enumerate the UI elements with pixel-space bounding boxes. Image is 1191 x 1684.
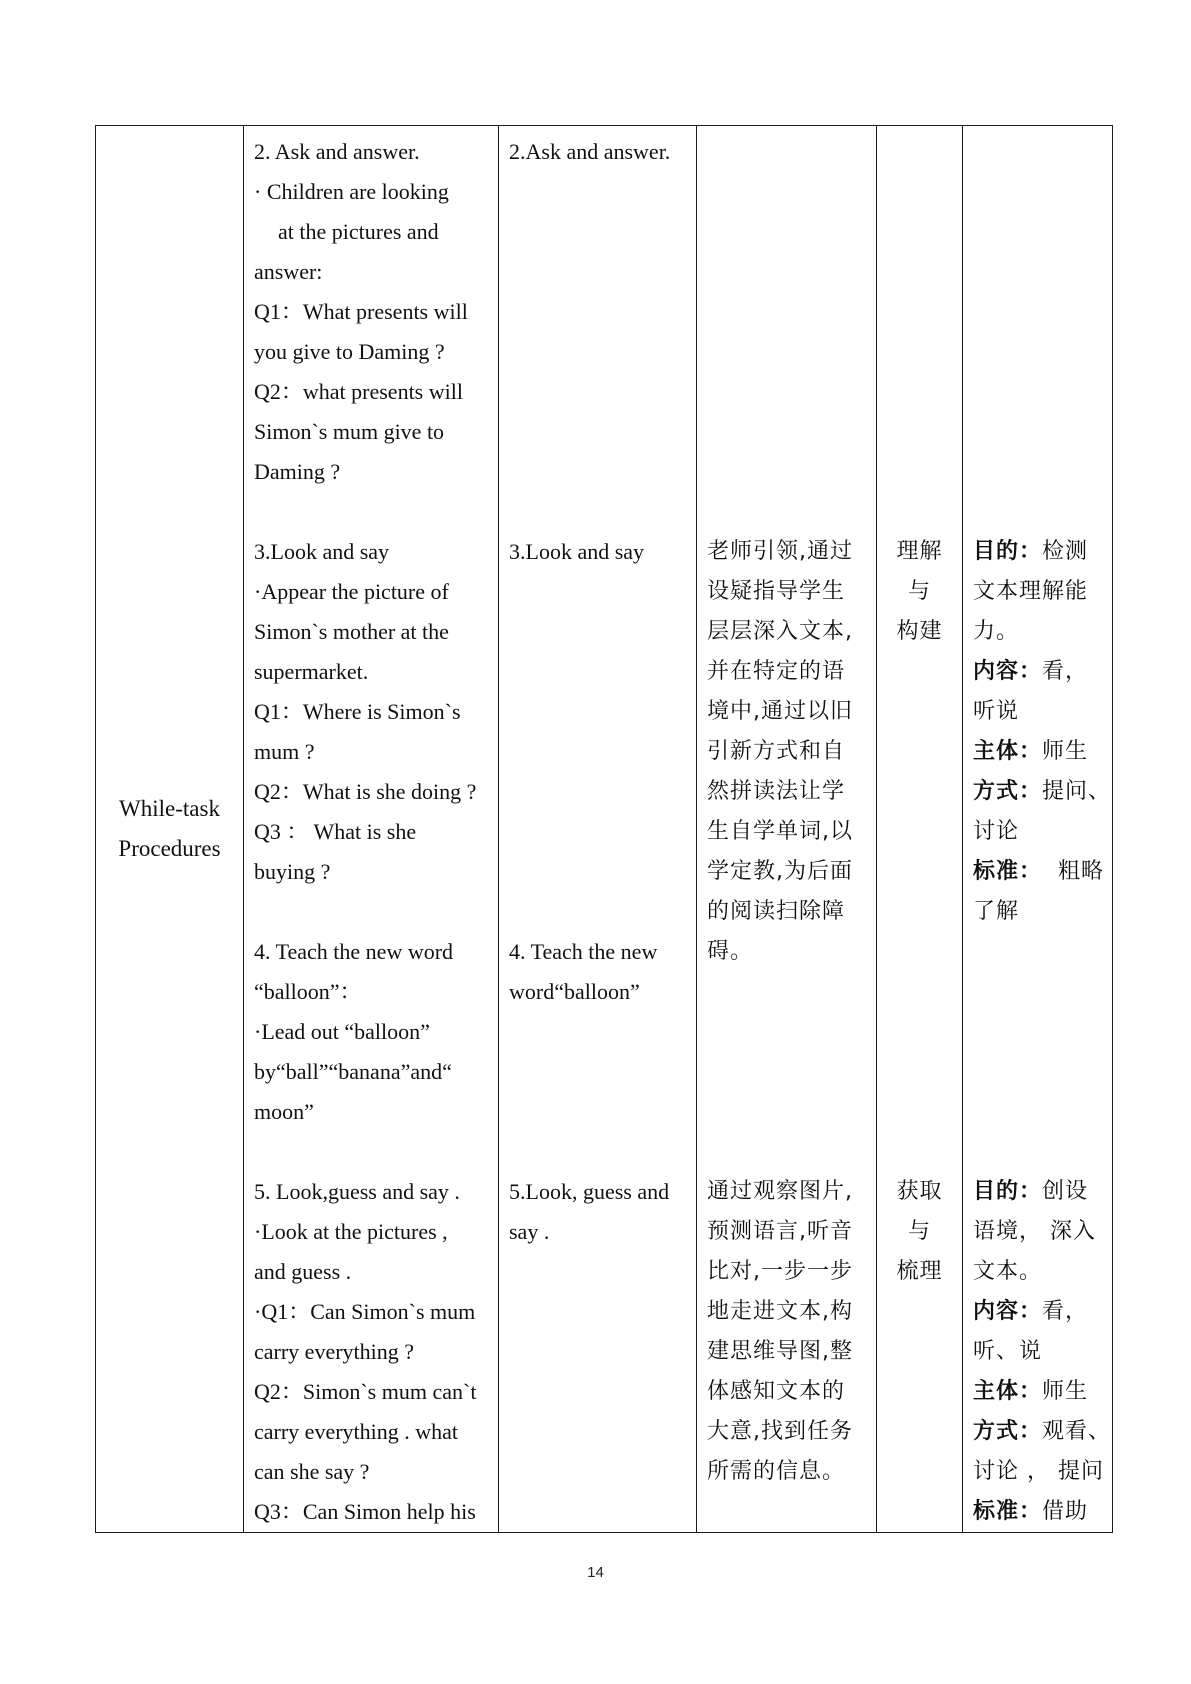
ability-cell [877, 126, 963, 1533]
text-line: 方式：提问、 [973, 779, 1112, 804]
text-line: Q1：What presents will [254, 299, 468, 324]
assessment-label: 主体： [973, 739, 1043, 764]
text-line: you give to Daming ? [254, 339, 445, 364]
text-line: moon” [254, 1099, 314, 1124]
text-line: 听说 [973, 699, 1020, 724]
text-line: 境中,通过以旧 [707, 699, 853, 724]
assessment-label: 目的： [973, 539, 1043, 564]
text-line: · Children are looking [254, 179, 449, 204]
text-line: Q3：Can Simon help his [254, 1499, 476, 1524]
text-line: by“ball”“banana”and“ [254, 1059, 452, 1084]
ability-block-5 [881, 1172, 958, 1292]
text-line: 内容：看， [973, 659, 1089, 684]
text-line: 力。 [973, 619, 1020, 644]
assessment-label: 标准： [973, 859, 1043, 884]
text-line: 文本。 [973, 1259, 1043, 1284]
text-line: 3.Look and say [509, 539, 645, 564]
text-line: 层层深入文本, [707, 619, 853, 644]
text-line: 与 [907, 579, 931, 604]
text-line: 比对,一步一步 [707, 1259, 853, 1284]
text-line: 建思维导图,整 [707, 1339, 853, 1364]
text-line: ·Q1：Can Simon`s mum [254, 1299, 476, 1324]
text-line: supermarket. [254, 659, 369, 684]
stage-label-line1: While-task [119, 796, 220, 821]
assessment-label: 标准： [973, 1499, 1043, 1524]
text-line: Q2：what presents will [254, 379, 463, 404]
text-line: at the pictures and [278, 219, 439, 244]
text-line: 方式：观看、 [973, 1419, 1112, 1444]
assessment-cell [963, 126, 1113, 1533]
text-line: Simon`s mother at the [254, 619, 449, 644]
text-line: 体感知文本的 [707, 1379, 846, 1404]
text-line: ·Appear the picture of [254, 579, 449, 604]
text-line: 目的：创设 [973, 1179, 1089, 1204]
text-line: ·Lead out “balloon” [254, 1019, 430, 1044]
teacher-block-3 [254, 532, 490, 892]
text-line: 听、说 [973, 1339, 1043, 1364]
student-block-3 [509, 532, 688, 572]
text-line: 老师引领,通过 [707, 539, 853, 564]
text-line: 梳理 [896, 1259, 943, 1284]
text-line: 标准： 粗略 [973, 859, 1105, 884]
text-line: can she say ? [254, 1459, 370, 1484]
student-activities-cell [499, 126, 697, 1533]
student-block-5 [509, 1172, 688, 1252]
text-line: 目的：检测 [973, 539, 1089, 564]
text-line: Q2：Simon`s mum can`t [254, 1379, 477, 1404]
text-line: 大意,找到任务 [707, 1419, 853, 1444]
text-line: Q3 ： What is she [254, 819, 417, 844]
text-line: 构建 [896, 619, 943, 644]
assessment-block-5 [973, 1172, 1112, 1532]
text-line: 并在特定的语 [707, 659, 846, 684]
text-line: 4. Teach the new [509, 939, 658, 964]
table-row [96, 126, 1113, 1533]
text-line: 5.Look, guess and [509, 1179, 670, 1204]
text-line: 所需的信息。 [707, 1459, 846, 1484]
text-line: carry everything . what [254, 1419, 459, 1444]
text-line: 生自学单词,以 [707, 819, 853, 844]
text-line: “balloon”： [254, 979, 362, 1004]
design-intent-block-3 [707, 532, 868, 972]
text-line: mum ? [254, 739, 315, 764]
text-line: 理解 [896, 539, 943, 564]
assessment-block-3 [973, 532, 1112, 932]
text-line: ·Look at the pictures , [254, 1219, 448, 1244]
teacher-block-4 [254, 932, 490, 1132]
text-line: 设疑指导学生 [707, 579, 846, 604]
text-line: Q2：What is she doing ? [254, 779, 477, 804]
text-line: 2. Ask and answer. [254, 139, 420, 164]
text-line: Q1：Where is Simon`s [254, 699, 461, 724]
text-line: 讨论 [973, 819, 1020, 844]
text-line: 2.Ask and answer. [509, 139, 671, 164]
assessment-label: 主体： [973, 1379, 1043, 1404]
text-line: answer: [254, 259, 323, 284]
assessment-label: 方式： [973, 779, 1043, 804]
teacher-activities-cell [244, 126, 499, 1533]
text-line: 预测语言,听音 [707, 1219, 853, 1244]
design-intent-block-5 [707, 1172, 868, 1492]
text-line: 文本理解能 [973, 579, 1089, 604]
assessment-label: 方式： [973, 1419, 1043, 1444]
text-line: Simon`s mum give to [254, 419, 445, 444]
text-line: Daming ? [254, 459, 341, 484]
text-line: 学定教,为后面 [707, 859, 853, 884]
text-line: 主体：师生 [973, 1379, 1089, 1404]
text-line: and guess . [254, 1259, 352, 1284]
text-line: 了解 [973, 899, 1020, 924]
page-number: 14 [587, 1564, 604, 1581]
text-line: 然拼读法让学 [707, 779, 846, 804]
assessment-label: 内容： [973, 659, 1043, 684]
text-line: 地走进文本,构 [707, 1299, 853, 1324]
text-line: 5. Look,guess and say . [254, 1179, 460, 1204]
text-line: 语境， 深入 [973, 1219, 1096, 1244]
text-line: 获取 [896, 1179, 943, 1204]
design-intent-cell [697, 126, 877, 1533]
text-line: 主体：师生 [973, 739, 1089, 764]
text-line: 内容：看， [973, 1299, 1089, 1324]
text-line: 讨论 ， 提问 [973, 1459, 1104, 1484]
text-line: 3.Look and say [254, 539, 390, 564]
text-line: 的阅读扫除障 [707, 899, 846, 924]
text-line: word“balloon” [509, 979, 640, 1004]
student-block-2 [509, 132, 688, 172]
text-line: 引新方式和自 [707, 739, 846, 764]
student-block-4 [509, 932, 688, 1012]
text-line: 碍。 [707, 939, 754, 964]
teacher-block-2 [254, 132, 490, 492]
text-line: buying ? [254, 859, 331, 884]
text-line: 标准：借助 [973, 1499, 1089, 1524]
lesson-plan-table [95, 125, 1113, 1533]
stage-cell [96, 126, 244, 1533]
text-line: 通过观察图片, [707, 1179, 853, 1204]
teacher-block-5 [254, 1172, 490, 1532]
assessment-label: 目的： [973, 1179, 1043, 1204]
assessment-label: 内容： [973, 1299, 1043, 1324]
text-line: 与 [907, 1219, 931, 1244]
stage-label-line2: Procedures [118, 836, 221, 861]
text-line: carry everything ? [254, 1339, 415, 1364]
text-line: say . [509, 1219, 550, 1244]
ability-block-3 [881, 532, 958, 652]
text-line: 4. Teach the new word [254, 939, 454, 964]
